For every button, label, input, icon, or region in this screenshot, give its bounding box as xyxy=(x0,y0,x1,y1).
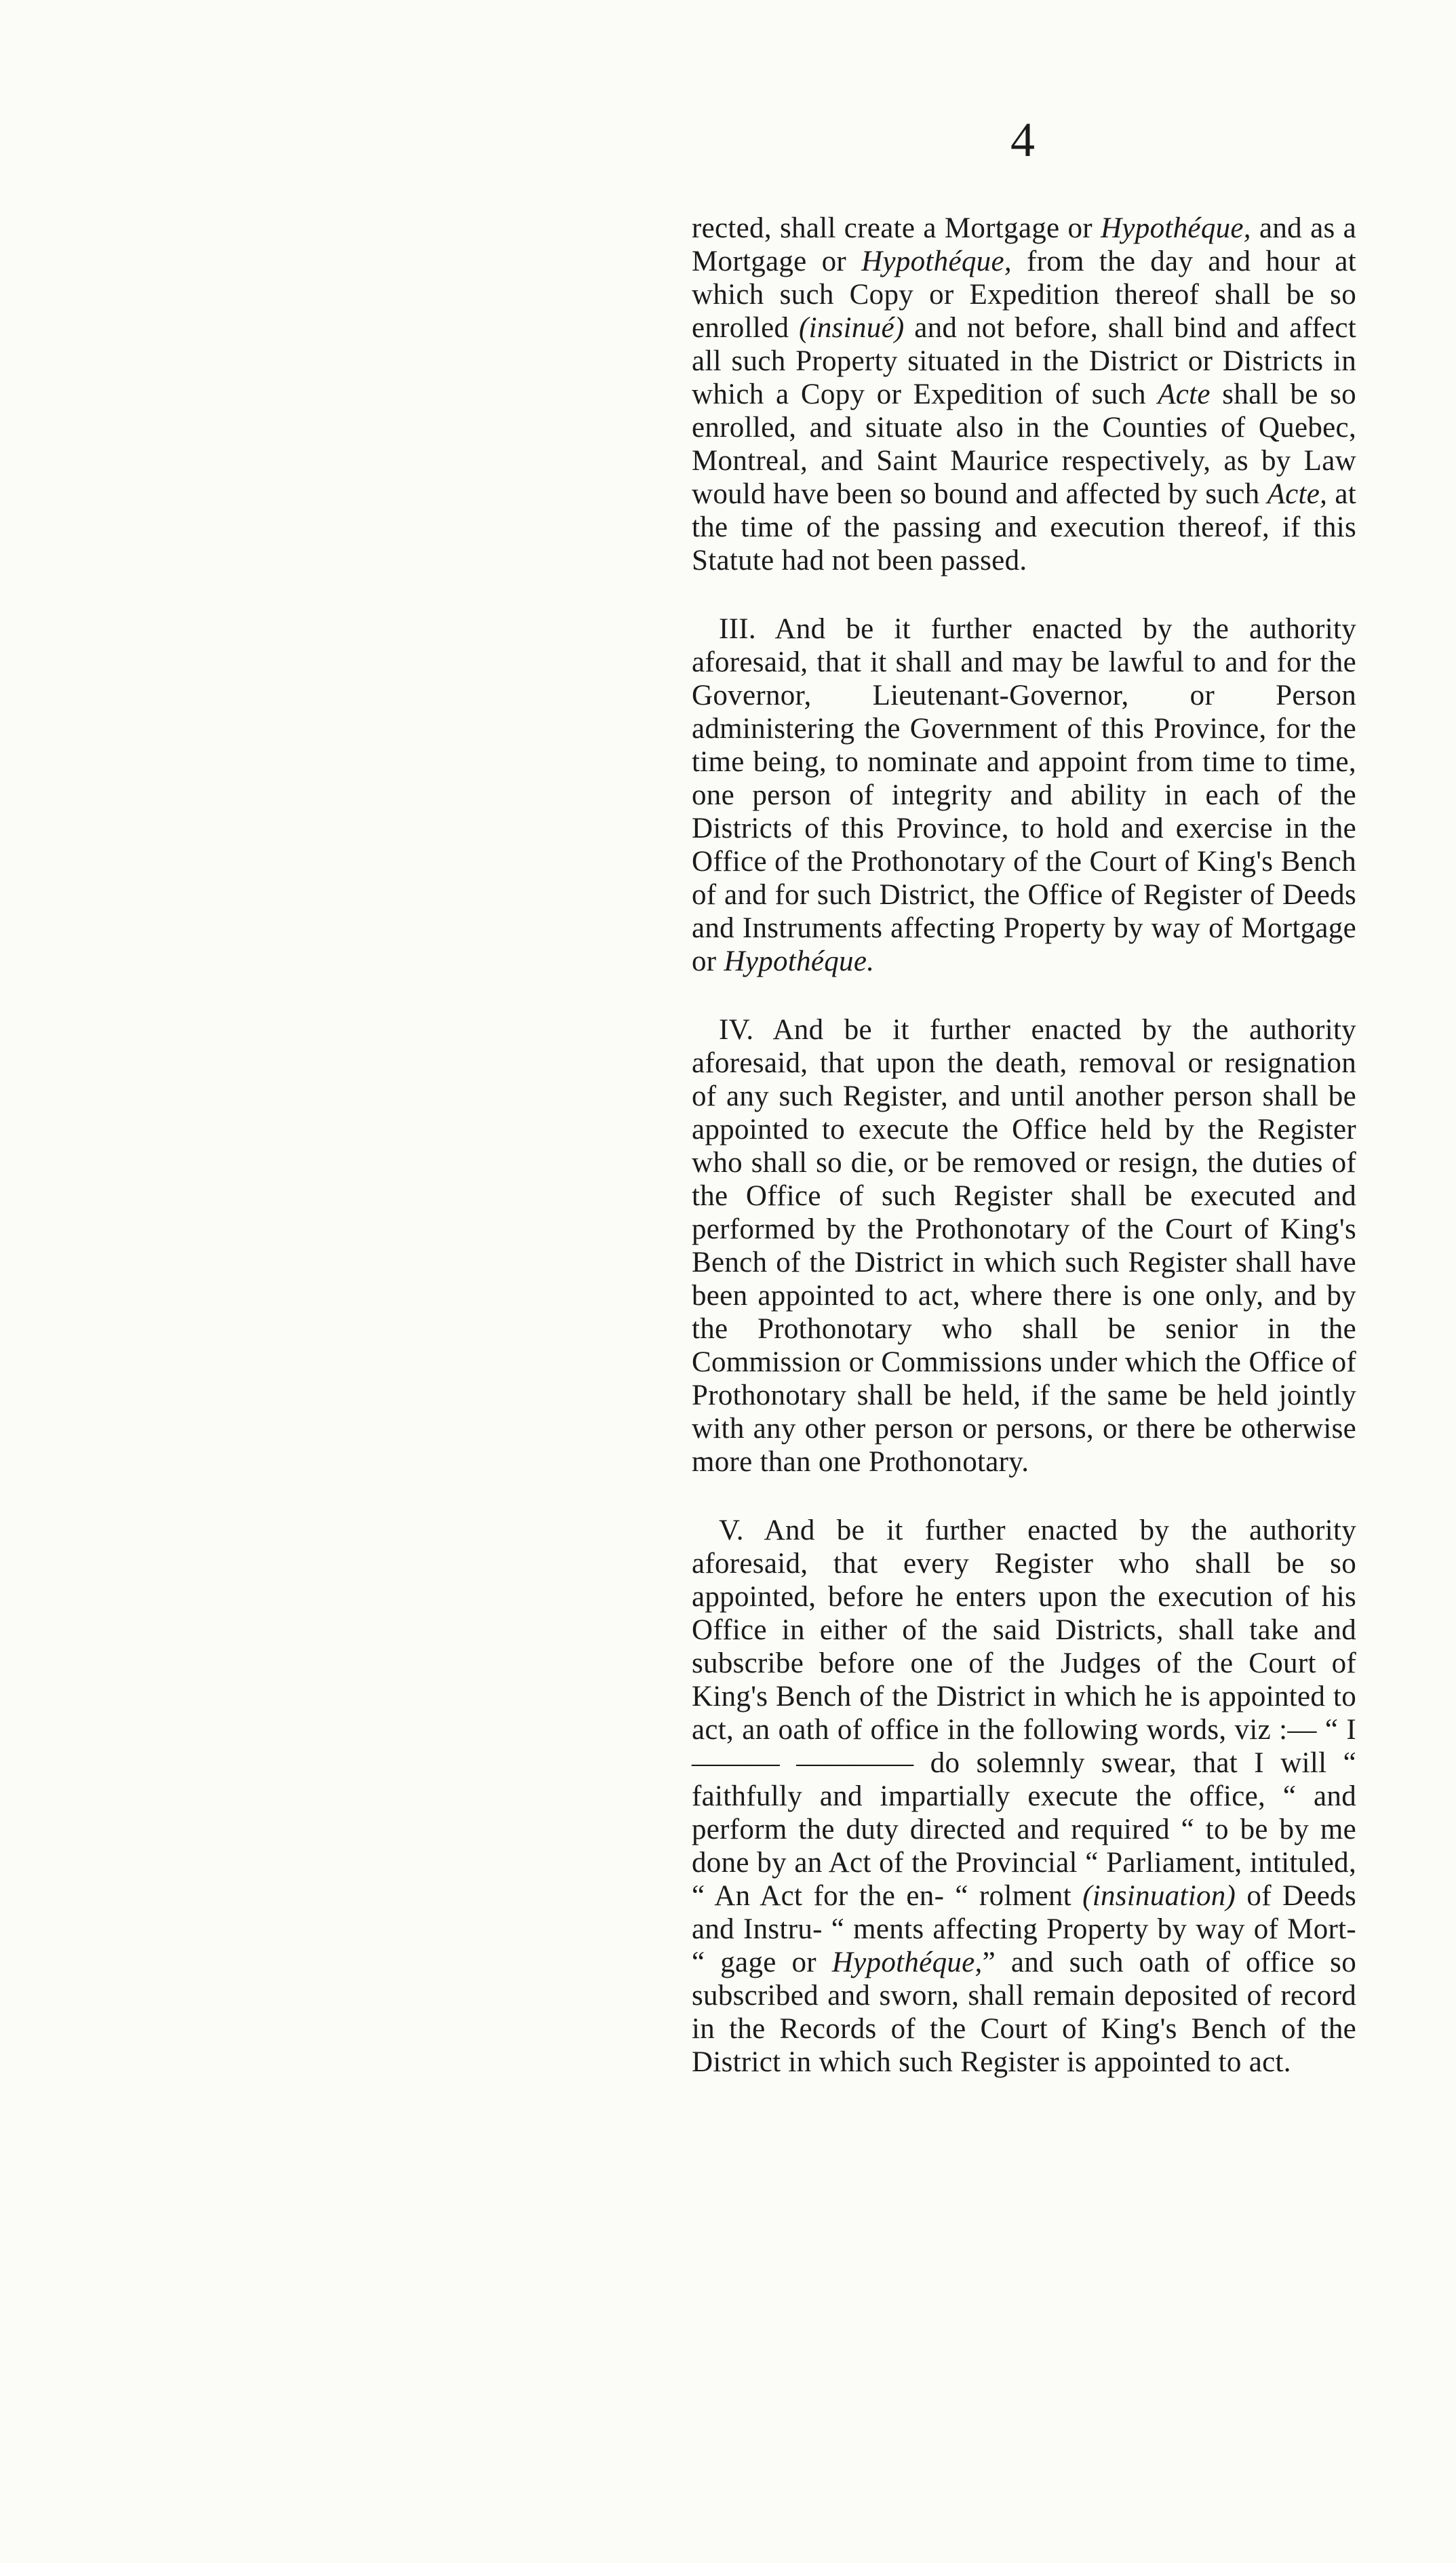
italic-text: Hypothéque, xyxy=(1101,212,1251,244)
body-text: from the day and hour at which such Copy or Expedition thereof shall be so enrolled xyxy=(692,246,1357,344)
body-text: III. And be it further enacted by the authority aforesaid, that it shall and may be lawful to and for the Governor, Lieutenant-Governor, or Person administering the Government of this Province, for the time being, to nominate and appoint from time to time, one person of integrity and ability in each of the Districts of this Province, to hold and exercise in the Office of the Prothonotary of the Court of King's Bench of and for such District, the Office of Register of Deeds and Instruments affecting Property by way of Mortgage or xyxy=(692,613,1356,977)
italic-text: (insinuation) xyxy=(1082,1880,1236,1912)
paragraph-continued xyxy=(692,212,1356,577)
body-text: rected, shall create a Mortgage or xyxy=(692,212,1101,244)
body-text: V. And be it further enacted by the authority aforesaid, that every Register who shall be so appointed, before he enters upon the execution of his Office in either of the said Districts, shall take and subscribe before one of the Judges of the Court of King's Bench of the District in which he is appointed to act, an oath of office in the following words, viz :— “ I ——— ———— do solemnly swear, that I will “ faithfully and impartially execute the office, “ and perform the duty directed and required “ to be by me done by an Act of the Provincial “ Parliament, intituled, “ An Act for the en- “ rolment xyxy=(692,1514,1356,1912)
italic-text: Acte, xyxy=(1267,478,1328,510)
italic-text: (insinué) xyxy=(798,312,905,344)
body-text: and as a Mortgage or xyxy=(692,212,1356,277)
page-number: 4 xyxy=(1010,113,1035,167)
italic-text: Hypothéque, xyxy=(831,1946,983,1978)
body-text: at the time of the passing and execution thereof, if this Statute had not been passed. xyxy=(692,478,1356,576)
body-text: of Deeds and Instru- “ ments affecting Property by way of Mort- “ gage or xyxy=(692,1880,1357,1978)
body-text: shall be so enrolled, and situate also in the Counties of Quebec, Montreal, and Saint Maurice respectively, as by Law would have been so bound and affected by such xyxy=(692,378,1356,510)
body-text: IV. And be it further enacted by the authority aforesaid, that upon the death, removal or resignation of any such Register, and until another person shall be appointed to execute the Office held by the Register who shall so die, or be removed or resign, the duties of the Office of such Register shall be executed and performed by the Prothonotary of the Court of King's Bench of the District in which such Register shall have been appointed to act, where there is one only, and by the Prothonotary who shall be senior in the Commission or Commissions under which the Office of Prothonotary shall be held, if the same be held jointly with any other person or persons, or there be otherwise more than one Prothonotary. xyxy=(692,1014,1356,1478)
paragraph-section-iv xyxy=(692,1013,1356,1479)
italic-text: Acte xyxy=(1158,378,1211,410)
italic-text: Hypothéque, xyxy=(861,246,1012,277)
italic-text: Hypothéque. xyxy=(724,945,875,977)
body-text: and not before, shall bind and affect all such Property situated in the District or Districts in which a Copy or Expedition of such xyxy=(692,312,1356,410)
body-text: ” and such oath of office so subscribed and sworn, shall remain deposited of record in the Records of the Court of King's Bench of the District in which such Register is appointed to act. xyxy=(692,1946,1356,2078)
text-column xyxy=(692,212,1356,2079)
paragraph-section-iii xyxy=(692,612,1356,978)
paragraph-section-v xyxy=(692,1514,1356,2079)
